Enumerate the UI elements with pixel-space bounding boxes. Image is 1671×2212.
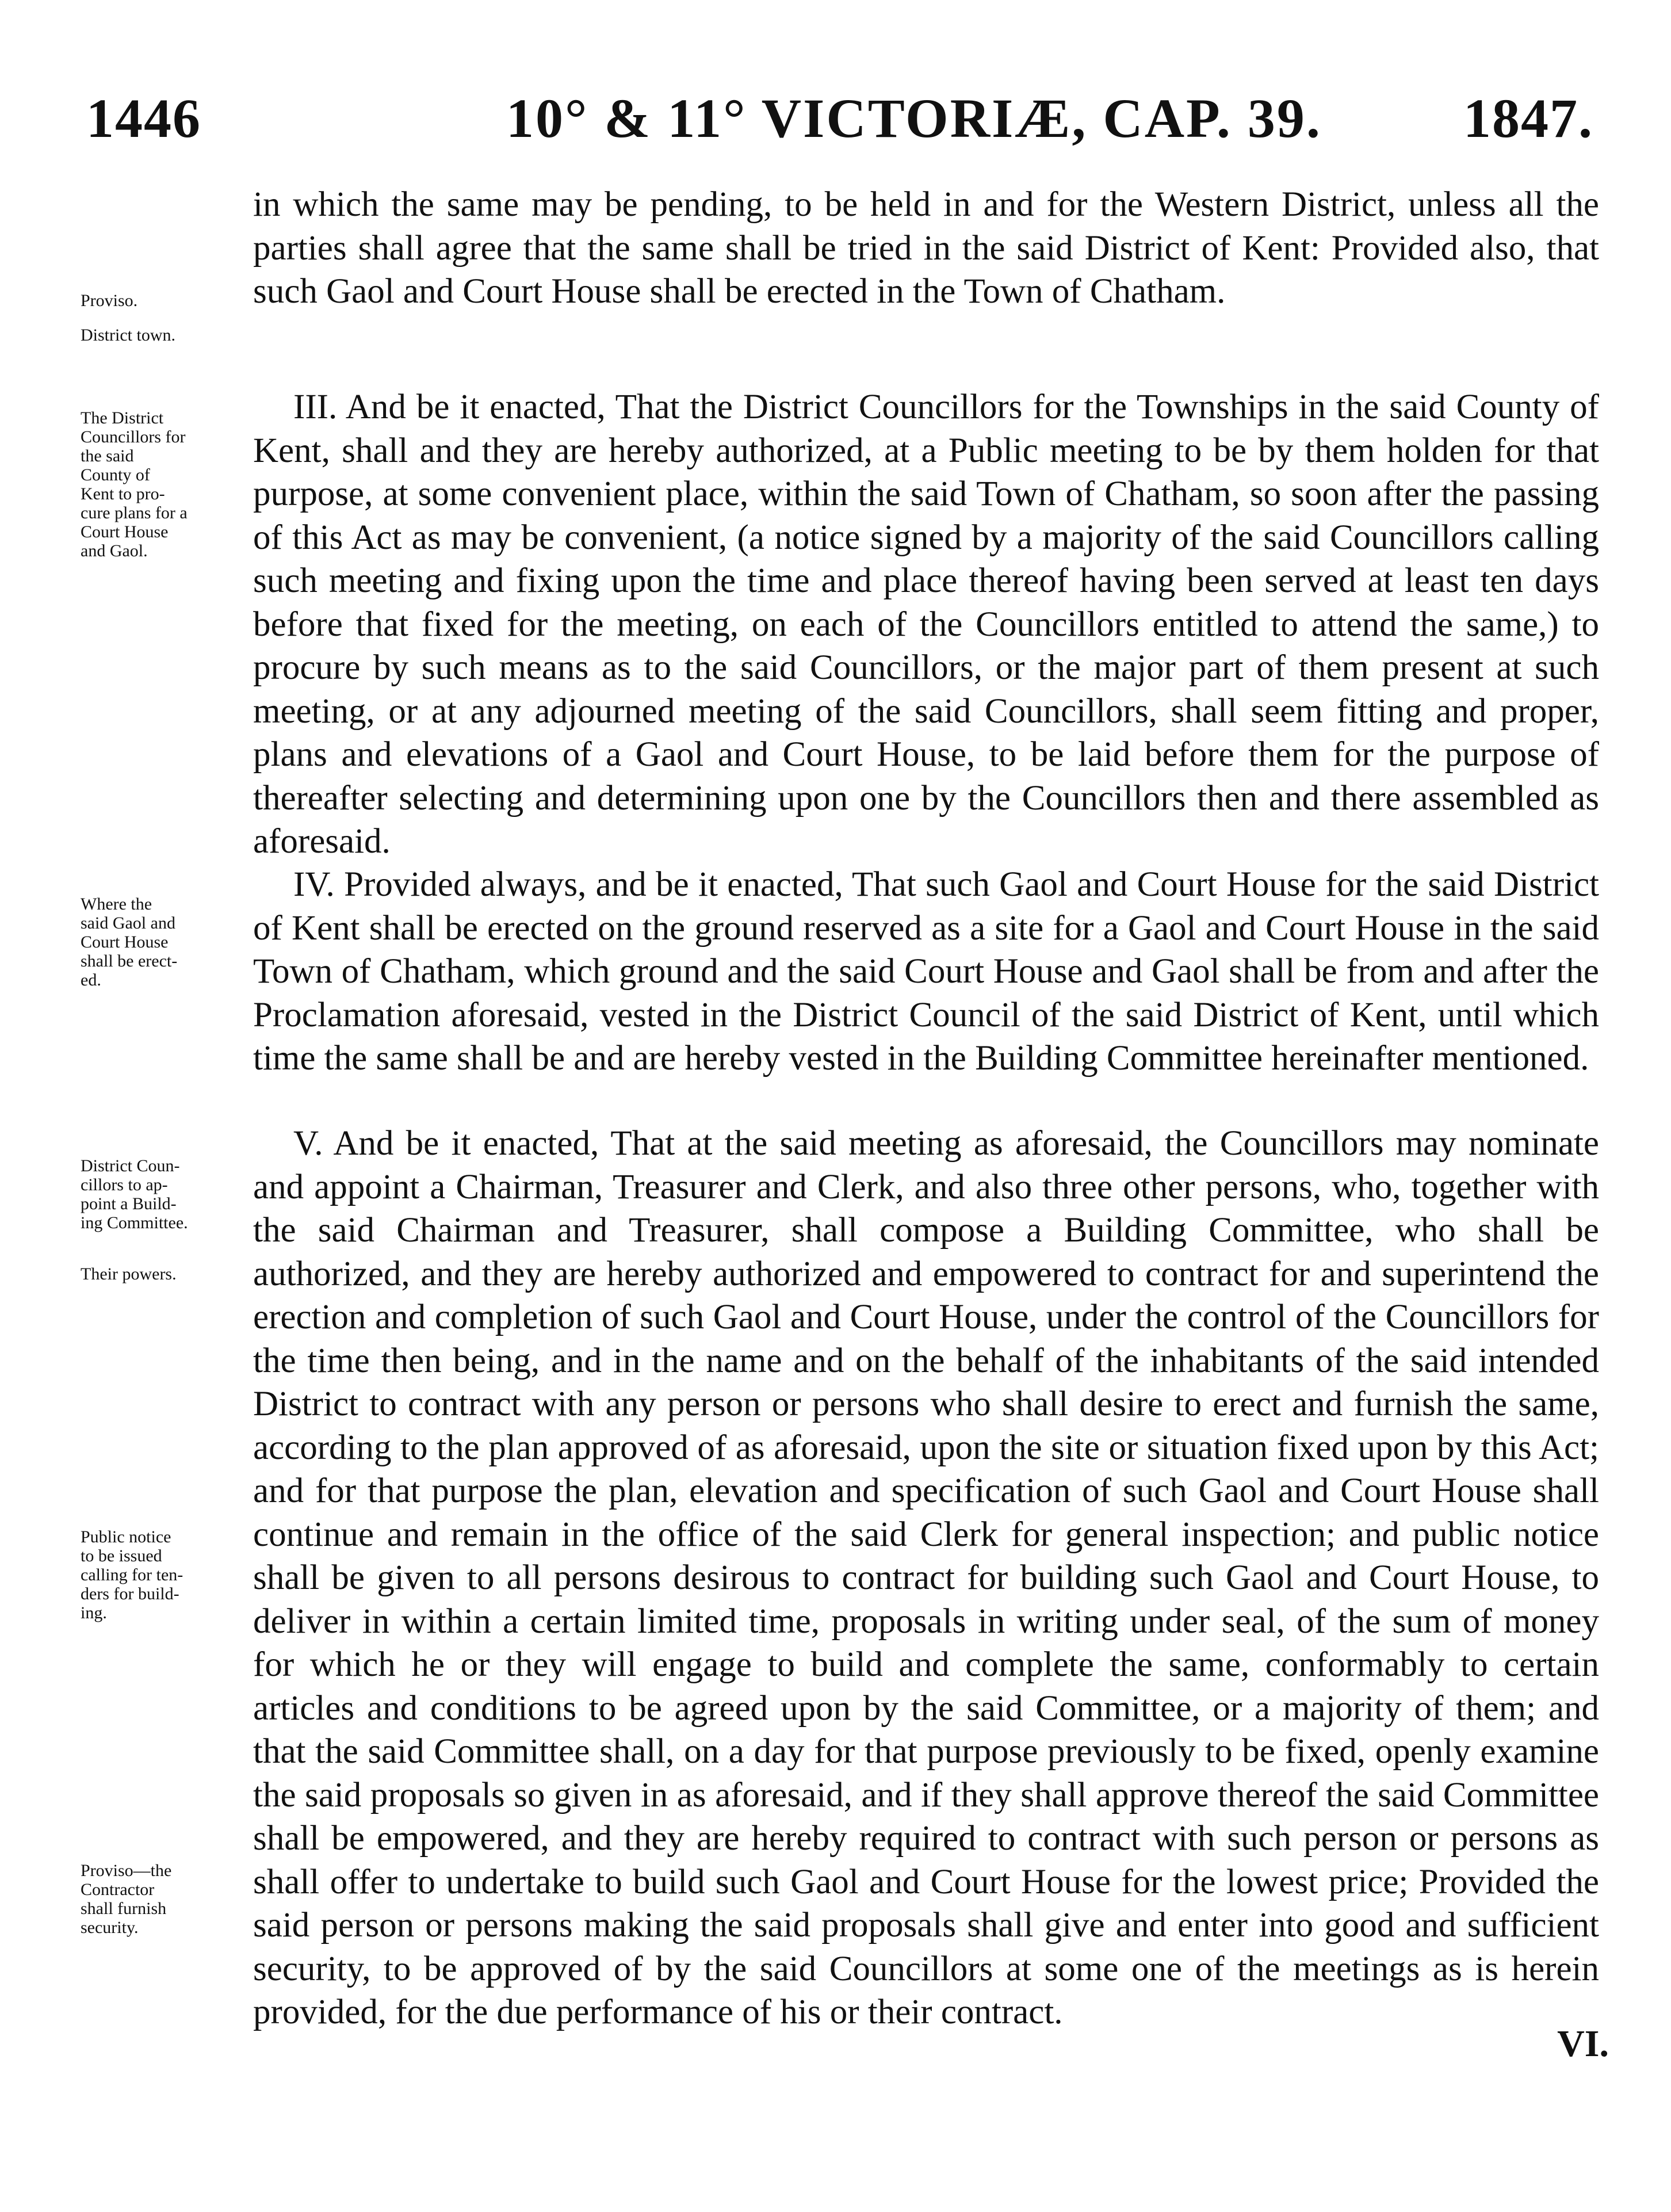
margin-note-section-iii: [81, 408, 244, 560]
margin-note-line: Court House: [81, 933, 169, 952]
page-number: 1446: [86, 87, 201, 149]
margin-note-line: Kent to pro-: [81, 484, 165, 503]
margin-note-line: District town.: [81, 326, 175, 345]
section-iii: [253, 385, 1599, 864]
year: 1847.: [1463, 87, 1593, 149]
margin-note-line: Their powers.: [81, 1264, 177, 1283]
margin-note-line: cillors to ap-: [81, 1175, 168, 1194]
section-iv: [253, 863, 1599, 1080]
margin-note-line: Court House: [81, 522, 169, 541]
margin-note-district-town: [81, 326, 244, 345]
margin-note-line: Proviso—the: [81, 1861, 172, 1880]
margin-note-line: and Gaol.: [81, 541, 148, 560]
margin-note-line: shall furnish: [81, 1899, 167, 1918]
margin-note-section-iv: [81, 895, 244, 990]
margin-note-public-notice: [81, 1527, 244, 1622]
margin-note-line: ders for build-: [81, 1584, 179, 1603]
section-v: [253, 1122, 1599, 2034]
margin-note-line: Where the: [81, 895, 152, 914]
margin-note-building-committee: [81, 1156, 244, 1232]
margin-note-line: The District: [81, 408, 164, 427]
margin-note-proviso: [81, 291, 244, 310]
section-iii-text: III. And be it enacted, That the District Councillors for the Townships in the said County of Kent, shall and they are hereby authorized, at a Public meeting to be by them holden for that purpose, at some convenient place, within the said Town of Chatham, so soon after the passing of this Act as may be convenient, (a notice signed by a majority of the said Councillors calling such meeting and fixing upon the time and place thereof having been served at least ten days before that fixed for the meeting, on each of the Councillors entitled to attend the same,) to procure by such means as to the said Councillors, or the major part of them present at such meeting, or at any adjourned meeting of the said Councillors, shall seem fitting and proper, plans and elevations of a Gaol and Court House, to be laid before them for the purpose of thereafter selecting and determining upon one by the Councillors then and there assembled as aforesaid.: [253, 388, 1599, 861]
margin-note-their-powers: [81, 1264, 244, 1283]
margin-note-line: point a Build-: [81, 1194, 177, 1213]
margin-note-line: ed.: [81, 971, 101, 990]
margin-note-contractor-security: [81, 1861, 244, 1937]
catchword: VI.: [1557, 2023, 1609, 2065]
margin-note-line: County of: [81, 465, 150, 484]
margin-note-line: Contractor: [81, 1880, 155, 1899]
section-iv-text: IV. Provided always, and be it enacted, That such Gaol and Court House for the said District of Kent shall be erected on the ground reserved as a site for a Gaol and Court House in the said Town of Chatham, which ground and the said Court House and Gaol shall be from and after the Proclamation aforesaid, vested in the District Council of the said District of Kent, until which time the same shall be and are hereby vested in the Building Committee hereinafter mentioned.: [253, 865, 1599, 1078]
margin-note-line: the said: [81, 446, 134, 465]
margin-note-line: Councillors for: [81, 427, 186, 446]
margin-note-line: security.: [81, 1918, 139, 1937]
margin-note-line: to be issued: [81, 1546, 162, 1565]
continuation-text: in which the same may be pending, to be held in and for the Western District, unless all the parties shall agree that the same shall be tried in the said District of Kent: Provided also, that such Gaol and Court House shall be erected in the Town of Chatham.: [253, 185, 1599, 311]
margin-note-line: said Gaol and: [81, 914, 175, 933]
running-head: [86, 86, 1593, 155]
margin-note-line: ing.: [81, 1603, 107, 1622]
act-title: 10° & 11° VICTORIÆ, CAP. 39.: [506, 87, 1322, 149]
continuation-paragraph: [253, 183, 1599, 314]
margin-note-line: cure plans for a: [81, 503, 188, 522]
margin-note-line: Public notice: [81, 1527, 171, 1546]
margin-note-line: Proviso.: [81, 291, 138, 310]
section-v-text: V. And be it enacted, That at the said meeting as aforesaid, the Councillors may nominate and appoint a Chairman, Treasurer and Clerk, and also three other persons, who, together with the said Chairman and Treasurer, shall compose a Building Committee, who shall be authorized, and they are hereby authorized and empowered to contract for and superintend the erection and completion of such Gaol and Court House, under the control of the Councillors for the time then being, and in the name and on the behalf of the inhabitants of the said intended District to contract with any person or persons who shall desire to erect and furnish the same, according to the plan approved of as aforesaid, upon the site or situation fixed upon by this Act; and for that purpose the plan, elevation and specification of such Gaol and Court House shall continue and remain in the office of the said Clerk for general inspection; and public notice shall be given to all persons desirous to contract for building such Gaol and Court House, to deliver in within a certain limited time, proposals in writing under seal, of the sum of money for which he or they will engage to build and complete the same, conformably to certain articles and conditions to be agreed upon by the said Committee, or a majority of them; and that the said Committee shall, on a day for that purpose previously to be fixed, openly examine the said proposals so given in as aforesaid, and if they shall approve thereof the said Committee shall be empowered, and they are hereby required to contract with such person or persons as shall offer to undertake to build such Gaol and Court House for the lowest price; Provided the said person or persons making the said proposals shall give and enter into good and sufficient security, to be approved of by the said Councillors at some one of the meetings as is herein provided, for the due performance of his or their contract.: [253, 1124, 1599, 2031]
margin-note-line: shall be erect-: [81, 952, 178, 971]
margin-note-line: District Coun-: [81, 1156, 180, 1175]
margin-note-line: ing Committee.: [81, 1213, 188, 1232]
margin-note-line: calling for ten-: [81, 1565, 183, 1584]
